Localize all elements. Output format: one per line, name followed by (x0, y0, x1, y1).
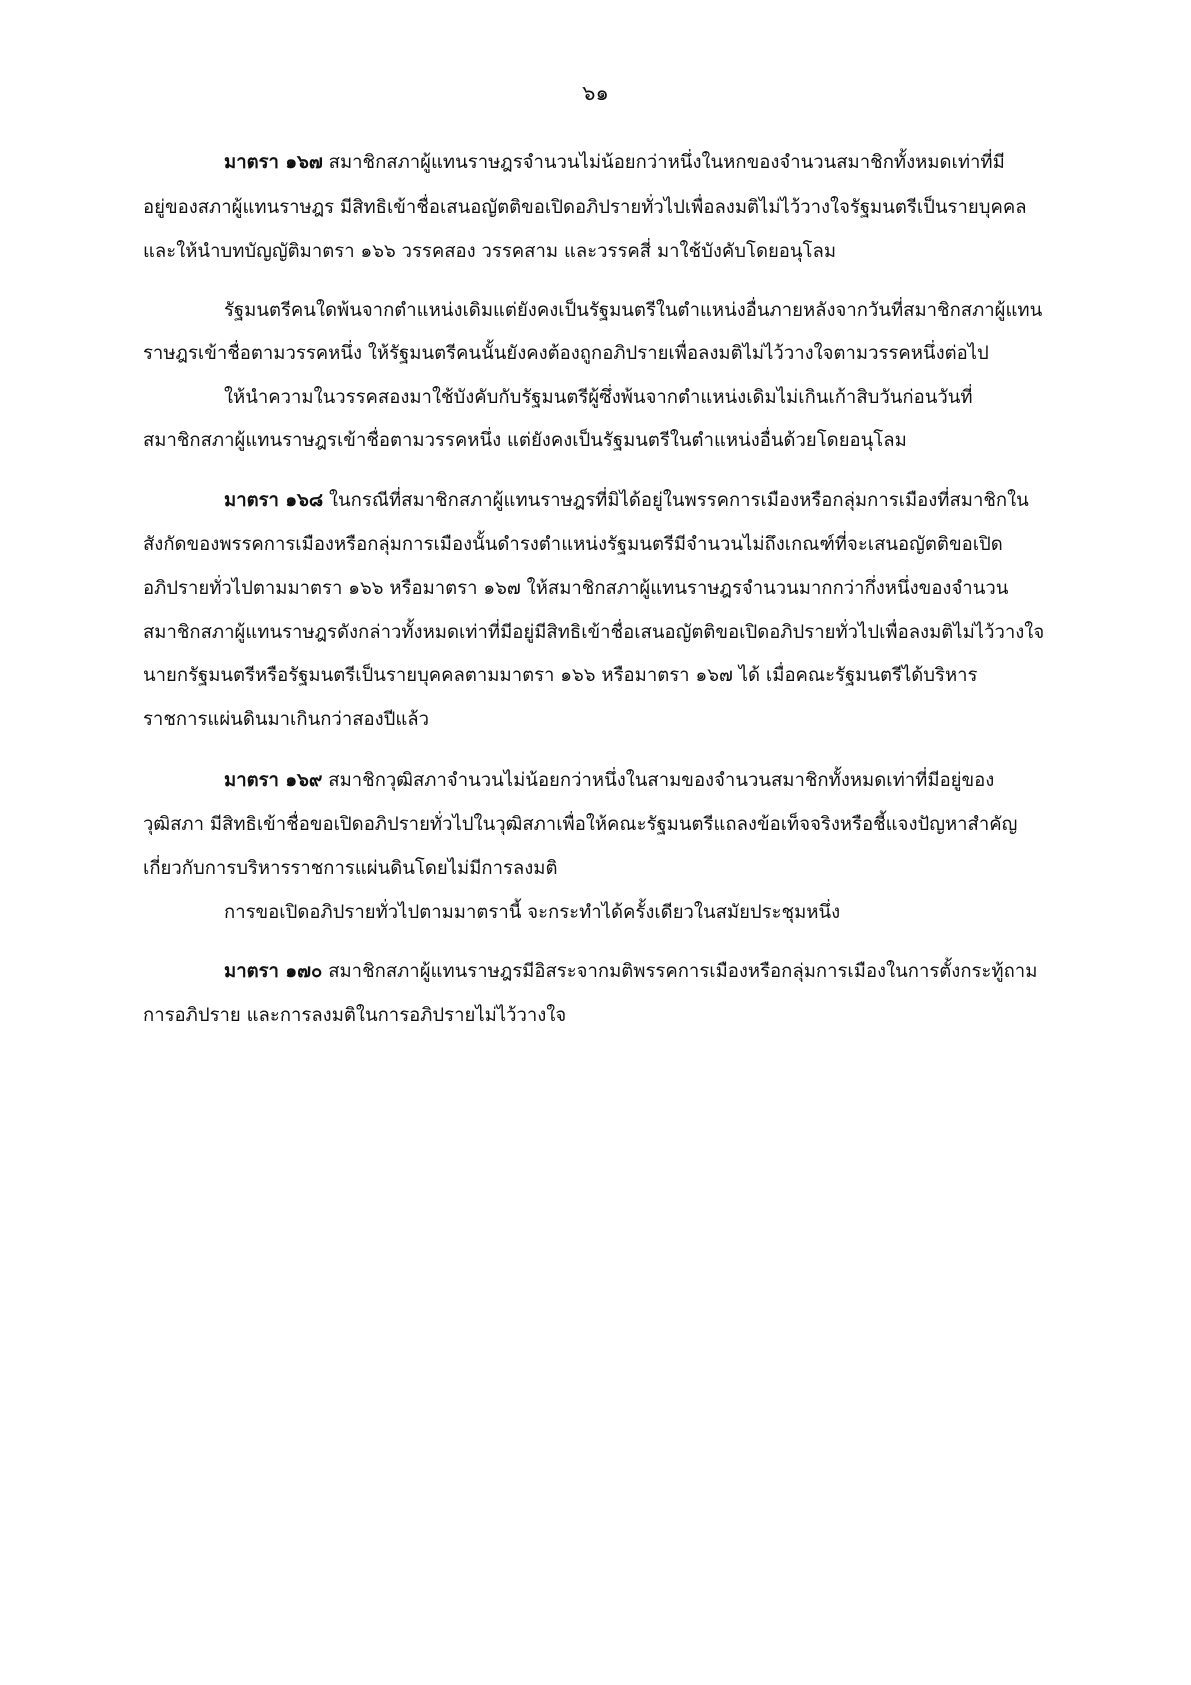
text-line (224, 766, 994, 796)
text-line: การอภิปราย และการลงมติในการอภิปรายไม่ไว้วางใจ (143, 1005, 567, 1026)
text-line (224, 486, 1029, 516)
text-line: สังกัดของพรรคการเมืองหรือกลุ่มการเมืองนั้นดำรงตำแหน่งรัฐมนตรีมีจำนวนไม่ถึงเกณฑ์ที่จะเสนอญัตติขอเปิด (143, 534, 1003, 555)
text-line (224, 148, 1005, 178)
section-heading: มาตรา ๑๗๐ (224, 961, 323, 982)
text-line: วุฒิสภา มีสิทธิเข้าชื่อขอเปิดอภิปรายทั่วไปในวุฒิสภาเพื่อให้คณะรัฐมนตรีแถลงข้อเท็จจริงหรือชี้แจงปัญหาสำคัญ (143, 814, 1018, 835)
section-heading: มาตรา ๑๖๗ (224, 152, 323, 173)
line-text: สมาชิกสภาผู้แทนราษฎรมีอิสระจากมติพรรคการเมืองหรือกลุ่มการเมืองในการตั้งกระทู้ถาม (322, 961, 1038, 982)
line-text: ในกรณีที่สมาชิกสภาผู้แทนราษฎรที่มิได้อยู่ในพรรคการเมืองหรือกลุ่มการเมืองที่สมาชิกใน (323, 490, 1029, 511)
section-heading: มาตรา ๑๖๙ (224, 770, 323, 791)
text-line: รัฐมนตรีคนใดพ้นจากตำแหน่งเดิมแต่ยังคงเป็นรัฐมนตรีในตำแหน่งอื่นภายหลังจากวันที่สมาชิกสภาผู้แทน (224, 300, 1043, 321)
text-line (224, 957, 1037, 987)
text-line: อยู่ของสภาผู้แทนราษฎร มีสิทธิเข้าชื่อเสนอญัตติขอเปิดอภิปรายทั่วไปเพื่อลงมติไม่ไว้วางใจรัฐมนตรีเป็นรายบุคคล (143, 197, 1027, 218)
text-line: ราชการแผ่นดินมาเกินกว่าสองปีแล้ว (143, 709, 430, 730)
text-line: อภิปรายทั่วไปตามมาตรา ๑๖๖ หรือมาตรา ๑๖๗ ให้สมาชิกสภาผู้แทนราษฎรจำนวนมากกว่ากึ่งหนึ่งของจำนวน (143, 578, 1009, 599)
text-line: ราษฎรเข้าชื่อตามวรรคหนึ่ง ให้รัฐมนตรีคนนั้นยังคงต้องถูกอภิปรายเพื่อลงมติไม่ไว้วางใจตามวรรคหนึ่งต่อไป (143, 343, 989, 364)
text-line: เกี่ยวกับการบริหารราชการแผ่นดินโดยไม่มีการลงมติ (143, 858, 558, 879)
page-number: ๖๑ (582, 81, 609, 105)
line-text: สมาชิกสภาผู้แทนราษฎรจำนวนไม่น้อยกว่าหนึ่งในหกของจำนวนสมาชิกทั้งหมดเท่าที่มี (322, 152, 1005, 173)
text-line: การขอเปิดอภิปรายทั่วไปตามมาตรานี้ จะกระทำได้ครั้งเดียวในสมัยประชุมหนึ่ง (224, 902, 841, 923)
text-line: และให้นำบทบัญญัติมาตรา ๑๖๖ วรรคสอง วรรคสาม และวรรคสี่ มาใช้บังคับโดยอนุโลม (143, 241, 837, 262)
text-line: ให้นำความในวรรคสองมาใช้บังคับกับรัฐมนตรีผู้ซึ่งพ้นจากตำแหน่งเดิมไม่เกินเก้าสิบวันก่อนวันที่ (224, 387, 973, 408)
section-heading: มาตรา ๑๖๘ (224, 490, 324, 511)
text-line: สมาชิกสภาผู้แทนราษฎรเข้าชื่อตามวรรคหนึ่ง แต่ยังคงเป็นรัฐมนตรีในตำแหน่งอื่นด้วยโดยอนุโลม (143, 430, 907, 451)
text-line: สมาชิกสภาผู้แทนราษฎรดังกล่าวทั้งหมดเท่าที่มีอยู่มีสิทธิเข้าชื่อเสนอญัตติขอเปิดอภิปรายทั่วไปเพื่อลงมติไม่ไว้วางใจ (143, 622, 1045, 643)
text-line: นายกรัฐมนตรีหรือรัฐมนตรีเป็นรายบุคคลตามมาตรา ๑๖๖ หรือมาตรา ๑๖๗ ได้ เมื่อคณะรัฐมนตรีได้บริหาร (143, 665, 978, 686)
line-text: สมาชิกวุฒิสภาจำนวนไม่น้อยกว่าหนึ่งในสามของจำนวนสมาชิกทั้งหมดเท่าที่มีอยู่ของ (322, 770, 995, 791)
